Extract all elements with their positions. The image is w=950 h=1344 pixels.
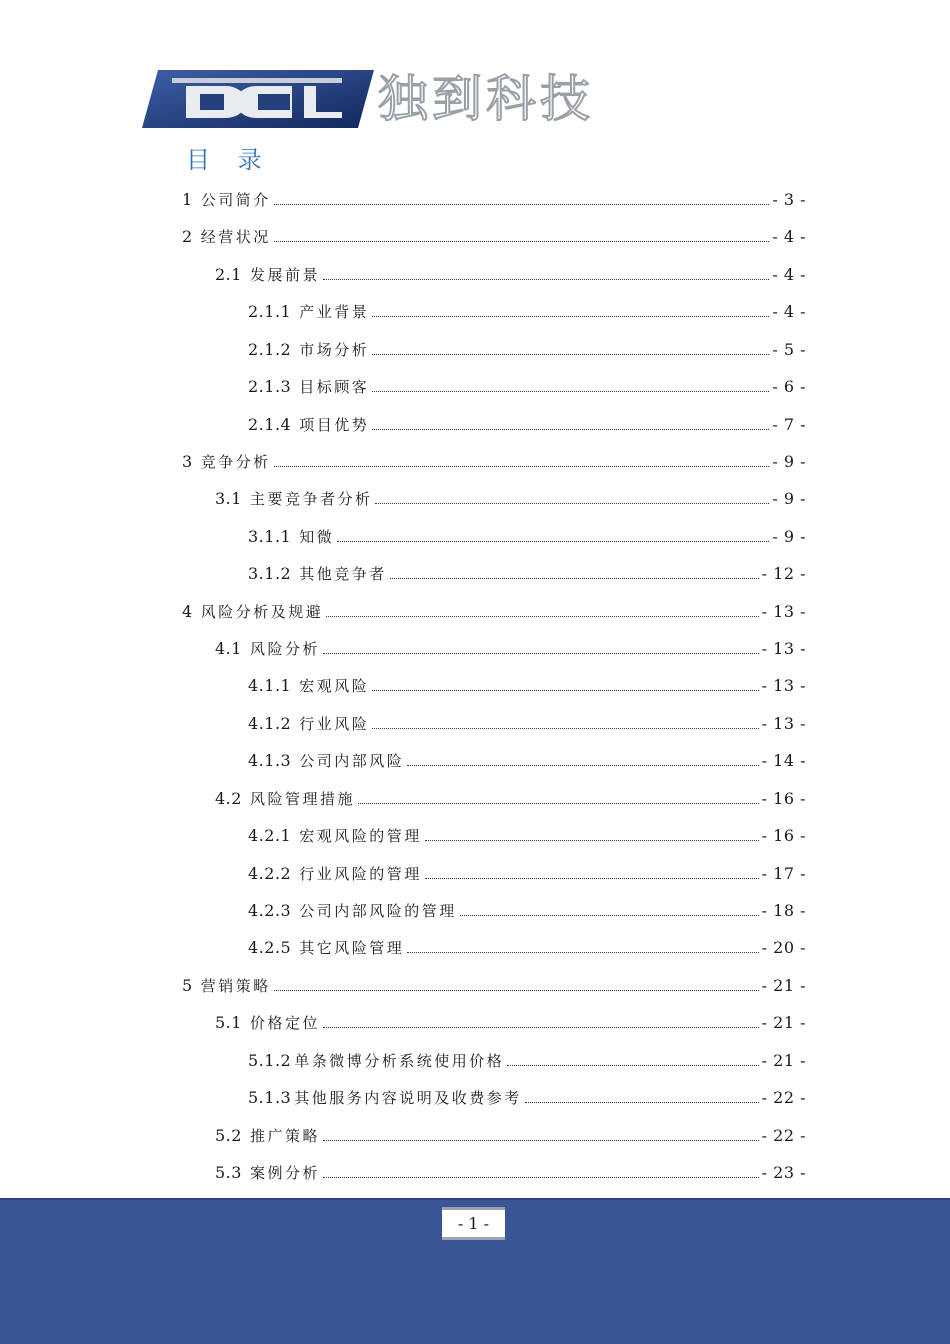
toc-entry-page: - 4 - — [772, 265, 806, 284]
toc-entry-label: 公司内部风险的管理 — [299, 902, 457, 920]
toc-entry[interactable] — [182, 181, 806, 218]
toc-entry-label: 风险分析 — [249, 640, 320, 658]
toc-entry-label: 竞争分析 — [200, 453, 271, 471]
toc-entry-label: 发展前景 — [249, 266, 320, 284]
toc-entry[interactable] — [248, 929, 806, 966]
toc-entry[interactable] — [248, 892, 806, 929]
toc-entry[interactable] — [248, 667, 806, 704]
toc-dot-leader — [372, 690, 758, 691]
page-number: - 1 - — [442, 1207, 505, 1240]
toc-entry[interactable] — [248, 293, 806, 330]
toc-entry-page: - 20 - — [761, 938, 806, 957]
toc-entry[interactable] — [215, 480, 806, 517]
toc-entry-label: 其它风险管理 — [299, 939, 405, 957]
toc-entry[interactable] — [215, 780, 806, 817]
toc-dot-leader — [323, 1140, 759, 1141]
toc-entry-page: - 5 - — [772, 340, 806, 359]
toc-entry-label: 价格定位 — [249, 1014, 320, 1032]
toc-entry-page: - 16 - — [761, 789, 806, 808]
toc-entry[interactable] — [248, 368, 806, 405]
toc-dot-leader — [372, 391, 769, 392]
toc-entry-page: - 4 - — [772, 227, 806, 246]
toc-entry-page: - 14 - — [761, 751, 806, 770]
toc-entry-number: 2.1.3 — [248, 377, 292, 396]
toc-entry-number: 5.1.2 — [248, 1051, 292, 1070]
toc-entry[interactable] — [248, 331, 806, 368]
toc-dot-leader — [372, 316, 769, 317]
toc-entry-label: 项目优势 — [299, 416, 370, 434]
toc-entry[interactable] — [248, 406, 806, 443]
toc-dot-leader — [323, 279, 769, 280]
toc-entry-number: 4.2.2 — [248, 864, 292, 883]
toc-entry-page: - 12 - — [761, 564, 806, 583]
toc-entry-number: 4.2.3 — [248, 901, 292, 920]
toc-entry[interactable] — [248, 855, 806, 892]
toc-entry-label: 公司简介 — [200, 191, 271, 209]
toc-entry-page: - 13 - — [761, 676, 806, 695]
toc-entry-page: - 23 - — [761, 1163, 806, 1182]
toc-dot-leader — [390, 578, 759, 579]
toc-entry-number: 2.1 — [215, 265, 242, 284]
toc-dot-leader — [323, 1027, 759, 1028]
toc-entry[interactable] — [248, 555, 806, 592]
toc-entry-number: 3 — [182, 452, 193, 471]
toc-entry-page: - 17 - — [761, 864, 806, 883]
toc-entry[interactable] — [248, 742, 806, 779]
toc-dot-leader — [372, 354, 769, 355]
toc-entry-label: 其他竞争者 — [299, 565, 387, 583]
toc-entry-page: - 13 - — [761, 714, 806, 733]
toc-entry-number: 4.1.1 — [248, 676, 292, 695]
toc-dot-leader — [323, 653, 759, 654]
toc-entry-number: 4 — [182, 602, 193, 621]
toc-entry-number: 3.1 — [215, 489, 242, 508]
toc-entry-page: - 16 - — [761, 826, 806, 845]
toc-entry-number: 2 — [182, 227, 193, 246]
toc-entry-page: - 7 - — [772, 415, 806, 434]
toc-dot-leader — [337, 541, 769, 542]
toc-dot-leader — [460, 915, 759, 916]
toc-dot-leader — [274, 990, 759, 991]
toc-entry[interactable] — [248, 1079, 806, 1116]
toc-dot-leader — [407, 952, 758, 953]
toc-entry-number: 4.1 — [215, 639, 242, 658]
toc-entry-label: 行业风险的管理 — [299, 865, 422, 883]
toc-entry-label: 其他服务内容说明及收费参考 — [294, 1089, 522, 1107]
toc-entry-label: 风险分析及规避 — [200, 603, 324, 621]
toc-entry-page: - 6 - — [772, 377, 806, 396]
toc-entry-page: - 18 - — [761, 901, 806, 920]
toc-entry-number: 5 — [182, 976, 193, 995]
toc-entry-page: - 3 - — [772, 190, 806, 209]
toc-dot-leader — [425, 878, 759, 879]
toc-dot-leader — [425, 840, 759, 841]
toc-entry-number: 5.1.3 — [248, 1088, 292, 1107]
toc-entry[interactable] — [215, 1117, 806, 1154]
toc-entry-number: 4.2 — [215, 789, 242, 808]
toc-entry[interactable] — [182, 443, 806, 480]
toc-entry-label: 风险管理措施 — [249, 790, 355, 808]
toc-dot-leader — [358, 803, 759, 804]
toc-entry-number: 2.1.4 — [248, 415, 292, 434]
toc-dot-leader — [274, 204, 770, 205]
toc-entry-page: - 4 - — [772, 302, 806, 321]
toc-entry-label: 市场分析 — [299, 341, 370, 359]
toc-entry-page: - 22 - — [761, 1126, 806, 1145]
toc-entry[interactable] — [248, 1042, 806, 1079]
logo-text: 独到科技 — [378, 70, 594, 128]
toc-entry-number: 2.1.1 — [248, 302, 292, 321]
footer-divider — [0, 1198, 950, 1200]
toc-entry-number: 3.1.1 — [248, 527, 292, 546]
toc-entry-number: 4.2.5 — [248, 938, 292, 957]
toc-entry[interactable] — [215, 256, 806, 293]
toc-entry-label: 营销策略 — [200, 977, 271, 995]
toc-dot-leader — [375, 503, 769, 504]
toc-dot-leader — [507, 1065, 758, 1066]
toc-entry-label: 公司内部风险 — [299, 752, 405, 770]
toc-entry-page: - 13 - — [761, 602, 806, 621]
toc-title: 目 录 — [186, 146, 272, 174]
toc-entry-number: 5.2 — [215, 1126, 242, 1145]
toc-dot-leader — [525, 1102, 759, 1103]
toc-entry-label: 目标顾客 — [299, 378, 370, 396]
toc-entry[interactable] — [182, 218, 806, 255]
toc-dot-leader — [407, 765, 758, 766]
toc-entry-page: - 9 - — [772, 527, 806, 546]
toc-entry-page: - 21 - — [761, 1013, 806, 1032]
toc-entry[interactable] — [248, 705, 806, 742]
toc-dot-leader — [372, 429, 769, 430]
toc-entry-label: 宏观风险的管理 — [299, 827, 422, 845]
toc-dot-leader — [323, 1177, 759, 1178]
toc-entry-page: - 9 - — [772, 489, 806, 508]
toc-dot-leader — [274, 241, 770, 242]
company-logo — [142, 70, 814, 128]
toc-entry-number: 3.1.2 — [248, 564, 292, 583]
toc-entry-label: 行业风险 — [299, 715, 370, 733]
toc-entry[interactable] — [248, 817, 806, 854]
page-footer — [0, 1198, 950, 1344]
toc-entry-number: 4.1.3 — [248, 751, 292, 770]
toc-entry[interactable] — [182, 593, 806, 630]
toc-entry-label: 知微 — [299, 528, 335, 546]
toc-entry-label: 宏观风险 — [299, 677, 370, 695]
toc-entry-number: 5.3 — [215, 1163, 242, 1182]
toc-entry-number: 4.1.2 — [248, 714, 292, 733]
toc-dot-leader — [274, 466, 770, 467]
toc-entry-page: - 21 - — [761, 976, 806, 995]
toc-entry[interactable] — [215, 1154, 806, 1191]
toc-entry-number: 1 — [182, 190, 193, 209]
toc-entry-number: 5.1 — [215, 1013, 242, 1032]
toc-entry-page: - 21 - — [761, 1051, 806, 1070]
toc-entry[interactable] — [182, 967, 806, 1004]
toc-entry-page: - 13 - — [761, 639, 806, 658]
toc-entry-label: 案例分析 — [249, 1164, 320, 1182]
toc-entry-label: 主要竞争者分析 — [249, 490, 373, 508]
toc-entry[interactable] — [248, 518, 806, 555]
toc-entry-label: 产业背景 — [299, 303, 370, 321]
toc-entry[interactable] — [215, 1004, 806, 1041]
toc-entry-label: 推广策略 — [249, 1127, 320, 1145]
toc-entry-number: 2.1.2 — [248, 340, 292, 359]
toc-dot-leader — [326, 616, 758, 617]
toc-entry-label: 单条微博分析系统使用价格 — [294, 1052, 505, 1070]
toc-entry-number: 4.2.1 — [248, 826, 292, 845]
logo-mark-icon — [142, 70, 374, 128]
toc-entry[interactable] — [215, 630, 806, 667]
toc-entry-page: - 22 - — [761, 1088, 806, 1107]
toc-entry-label: 经营状况 — [200, 228, 271, 246]
toc-entry-page: - 9 - — [772, 452, 806, 471]
toc-dot-leader — [372, 728, 758, 729]
